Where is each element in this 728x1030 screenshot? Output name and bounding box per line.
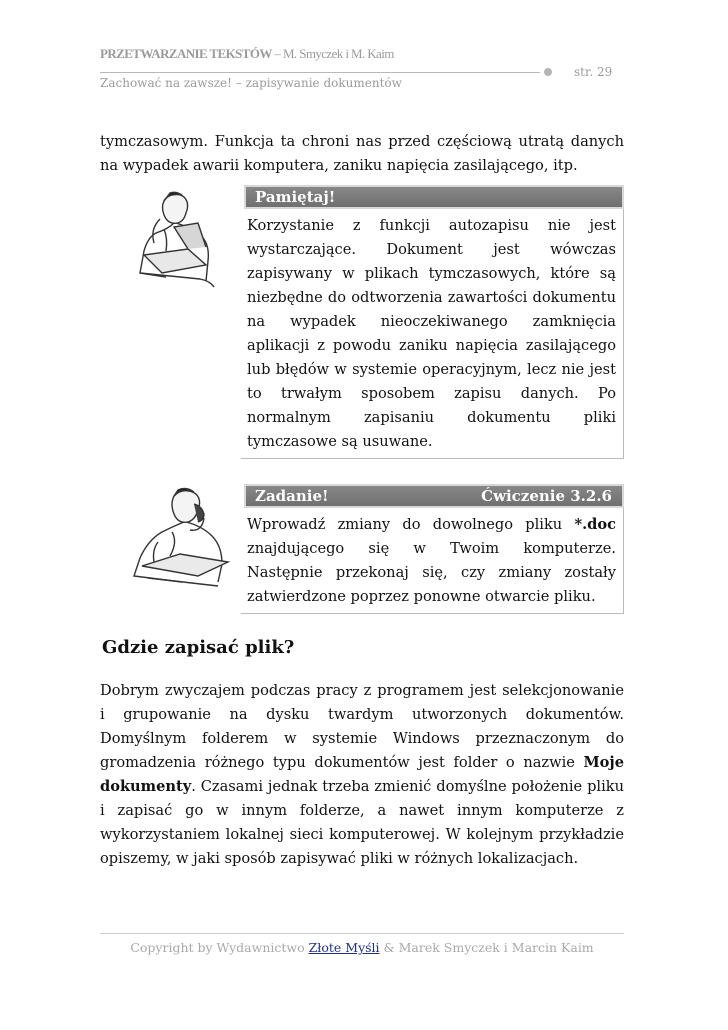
header-rule xyxy=(100,72,540,73)
section-paragraph xyxy=(100,679,624,871)
task-box-title: Zadanie! xyxy=(255,487,329,505)
task-box-body xyxy=(241,508,624,614)
section-text-end: . Czasami jednak trzeba zmienić domyślne położenie pliku i zapisać go w innym folderze, a nawet innym komputerze z wykorzystaniem lokalnej sieci komputerowej. W kolejnym przykładzie opiszemy, w jaki sposób zapisywać pliki w różnych lokalizacjach. xyxy=(100,778,624,867)
task-box-header xyxy=(244,484,624,508)
footer-copyright: Copyright by Wydawnictwo xyxy=(130,940,309,955)
intro-paragraph: tymczasowym. Funkcja ta chroni nas przed częściową utratą danych na wypadek awarii komputera, zaniku napięcia zasilającego, itp. xyxy=(100,133,624,174)
header-title: PRZETWARZANIE TEKSTÓW xyxy=(100,46,272,61)
task-box xyxy=(241,484,624,614)
remember-box-title: Pamiętaj! xyxy=(255,188,336,206)
man-with-laptop-illustration xyxy=(134,183,224,293)
folder-name: Moje dokumenty xyxy=(100,754,624,795)
header-subtitle: Zachować na zawsze! – zapisywanie dokumentów xyxy=(100,76,402,90)
task-text-start: Wprowadź zmiany do dowolnego pliku xyxy=(247,516,575,533)
exercise-number: Ćwiczenie 3.2.6 xyxy=(481,487,612,505)
section-text-start: Dobrym zwyczajem podczas pracy z programem jest selekcjonowanie i grupowanie na dysku twardym utworzonych dokumentów. Domyślnym folderem w systemie Windows przeznaczonym do gromadzenia różnego typu dokumentów jest folder o nazwie xyxy=(100,682,624,771)
section-heading: Gdzie zapisać plik? xyxy=(102,637,295,658)
remember-box-body: Korzystanie z funkcji autozapisu nie jest wystarczające. Dokument jest wówczas zapisywany w plikach tymczasowych, które są niezbędne do odtworzenia zawartości dokumentu na wypadek nieoczekiwanego zamknięcia aplikacji z powodu zaniku napięcia zasilającego lub błędów w systemie operacyjnym, lecz nie jest to trwałym sposobem zapisu danych. Po normalnym zapisaniu dokumentu pliki tymczasowe są usuwane. xyxy=(241,209,624,459)
man-on-phone-illustration xyxy=(128,482,238,592)
remember-box-header xyxy=(244,185,624,209)
footer-authors: & Marek Smyczek i Marcin Kaim xyxy=(379,940,594,955)
file-extension: *.doc xyxy=(574,516,616,533)
header-title-line xyxy=(100,46,628,62)
publisher-link[interactable]: Złote Myśli xyxy=(308,940,380,955)
task-text-end: znajdującego się w Twoim komputerze. Następnie przekonaj się, czy zmiany zostały zatwierdzone poprzez ponowne otwarcie pliku. xyxy=(247,540,616,605)
footer-rule xyxy=(100,933,624,934)
page-footer xyxy=(100,940,624,955)
page-number: str. 29 xyxy=(574,65,613,79)
header-bullet-icon xyxy=(544,68,552,76)
remember-box xyxy=(241,185,624,459)
page-header xyxy=(100,46,628,90)
header-authors: – M. Smyczek i M. Kaim xyxy=(274,46,394,61)
